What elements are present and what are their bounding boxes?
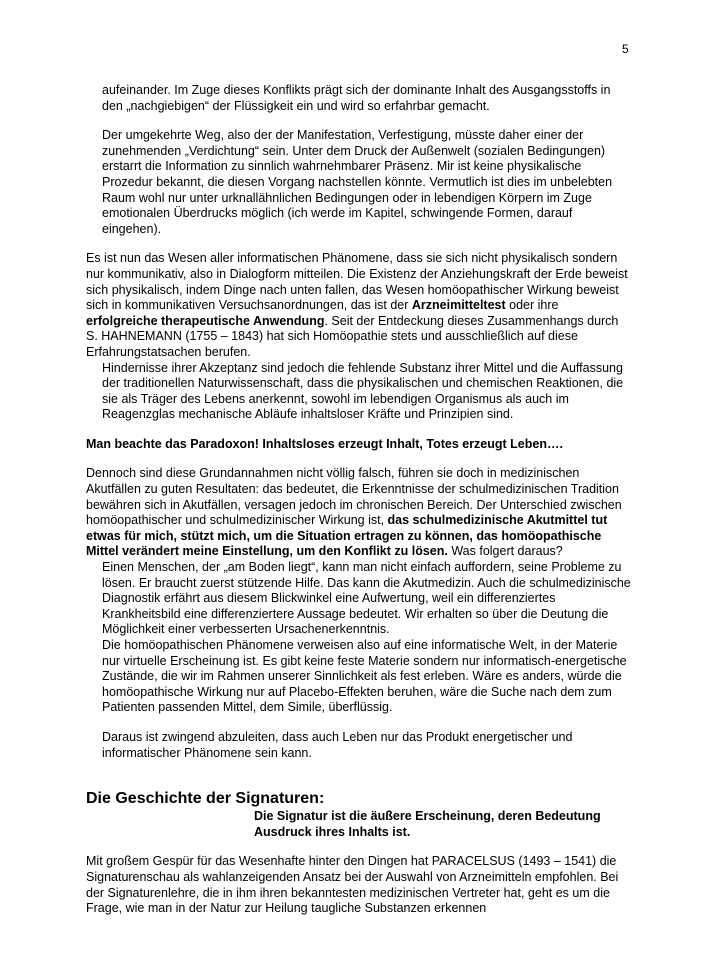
paragraph-paracelsus: Mit großem Gespür für das Wesenhafte hinter den Dingen hat PARACELSUS (1493 – 1541) die Signaturenschau als wahlanzeigenden Ansatz bei der Auswahl von Arzneimitteln empfohlen. Bei der Signaturenlehre, die in ihm ihren bekanntesten medizinischen Vertreter hat, geht es um die Frage, wie man in der Natur zur Heilung taugliche Substanzen erkennen [86,854,619,916]
text-span: Es ist nun das Wesen aller informatischen Phänomene, dass sie sich nicht physikalisch sondern nur kommunikativ, also in Dialogform mitteilen. Die Existenz der Anziehungskraft der Erde beweist sich physikalisch, indem Dinge nach unten fallen, das Wesen homöopathischer Wirkung beweist sich in kommunikativen Versuchsanordnungen, das ist der [86,251,628,313]
text-span: . Seit der Entdeckung dieses Zusammenhangs durch S. HAHNEMANN (1755 – 1843) hat sich Homöopathie stets und ausschließlich auf diese Erfahrungstatsachen berufen. [86,313,619,359]
paragraph-obstacles: Hindernisse ihrer Akzeptanz sind jedoch die fehlende Substanz ihrer Mittel und die Auffassung der traditionellen Naturwissenschaft, dass die physikalischen und chemischen Reaktionen, die sie als Träger des Lebens anerkennt, sowohl im lebendigen Organismus als auch im Reagenzglas mechanische Abläufe inhaltsloser Kräfte und Prinzipien sind. [102,360,624,422]
paragraph-manifestation: Der umgekehrte Weg, also der der Manifestation, Verfestigung, müsste daher einer der zunehmenden „Verdichtung“ sein. Unter dem Druck der Außenwelt (sozialen Bedingungen) erstarrt die Information zu sinnlich wahrnehmbarer Präsenz. Mir ist keine physikalische Prozedur bekannt, die diesen Vorgang nachstellen könnte. Vermutlich ist dies im unbelebten Raum wohl nur unter urknallähnlichen Bedingungen oder in lebendigen Körpern im Zuge emotionalen Überdrucks möglich (ich werde im Kapitel, schwingende Formen, darauf eingehen). [102,128,613,236]
paragraph-conclusion: Daraus ist zwingend abzuleiten, dass auch Leben nur das Produkt energetischer und informatischer Phänomene sein kann. [102,729,573,760]
bold-span: erfolgreiche therapeutische Anwendung [86,313,325,328]
bold-span: Arzneimitteltest [411,298,506,313]
section-motto: Die Signatur ist die äußere Erscheinung, deren Bedeutung Ausdruck ihres Inhalts ist. [254,809,601,839]
page-number: 5 [622,42,629,56]
text-span: oder ihre [505,298,559,313]
paragraph-acute-medicine: Einen Menschen, der „am Boden liegt“, kann man nicht einfach auffordern, seine Probleme zu lösen. Er braucht zuerst stützende Hilfe. Das kann die Akutmedizin. Auch die schulmedizinische Diagnostik erfährt aus diesem Blickwinkel eine Aufwertung, weil ein differenziertes Krankheitsbild eine differenziertere Aussage bedeutet. Wir erhalten so über die Deutung die Möglichkeit einer verbesserten Ursachenerkenntnis. [102,560,631,637]
paragraph-conflict: aufeinander. Im Zuge dieses Konflikts prägt sich der dominante Inhalt des Ausgangsstoffs in den „nachgiebigen“ der Flüssigkeit ein und wird so erfahrbar gemacht. [102,83,611,113]
section-heading: Die Geschichte der Signaturen: [86,790,325,808]
paradox-statement: Man beachte das Paradoxon! Inhaltsloses erzeugt Inhalt, Totes erzeugt Leben…. [86,436,563,451]
text-span: Was folgert daraus? [447,544,563,559]
text-span: Dennoch sind diese Grundannahmen nicht völlig falsch, führen sie doch in medizinischen Akutfällen zu guten Resultaten: das bedeutet, die Erkenntnisse der schulmedizinischen Tradition bewähren sich in Akutfällen, versagen jedoch im chronischen Bereich. Der Unterschied zwischen homöopathischer und schulmedizinischer Wirkung ist, [86,466,622,528]
bold-span: das schulmedizinische Akutmittel tut etwas für mich, stützt mich, um die Situation ertragen zu können, das homöopathische Mittel verändert meine Einstellung, um den Konflikt zu lösen. [86,513,608,559]
document-body [86,83,631,917]
paragraph-acute-vs-homeopathic [86,466,631,560]
paragraph-informatic-phenomena [86,251,631,360]
paragraph-virtual-matter: Die homöopathischen Phänomene verweisen also auf eine informatische Welt, in der Materie nur virtuelle Erscheinung ist. Es gibt keine feste Materie sondern nur informatisch-energetische Zustände, die wir im Rahmen unserer Sinnlichkeit als fest erleben. Wäre es anders, würde die homöopathische Wirkung nur auf Placebo-Effekten beruhen, wäre die Suche nach dem zum Patienten passenden Mittel, dem Simile, überflüssig. [102,638,627,715]
